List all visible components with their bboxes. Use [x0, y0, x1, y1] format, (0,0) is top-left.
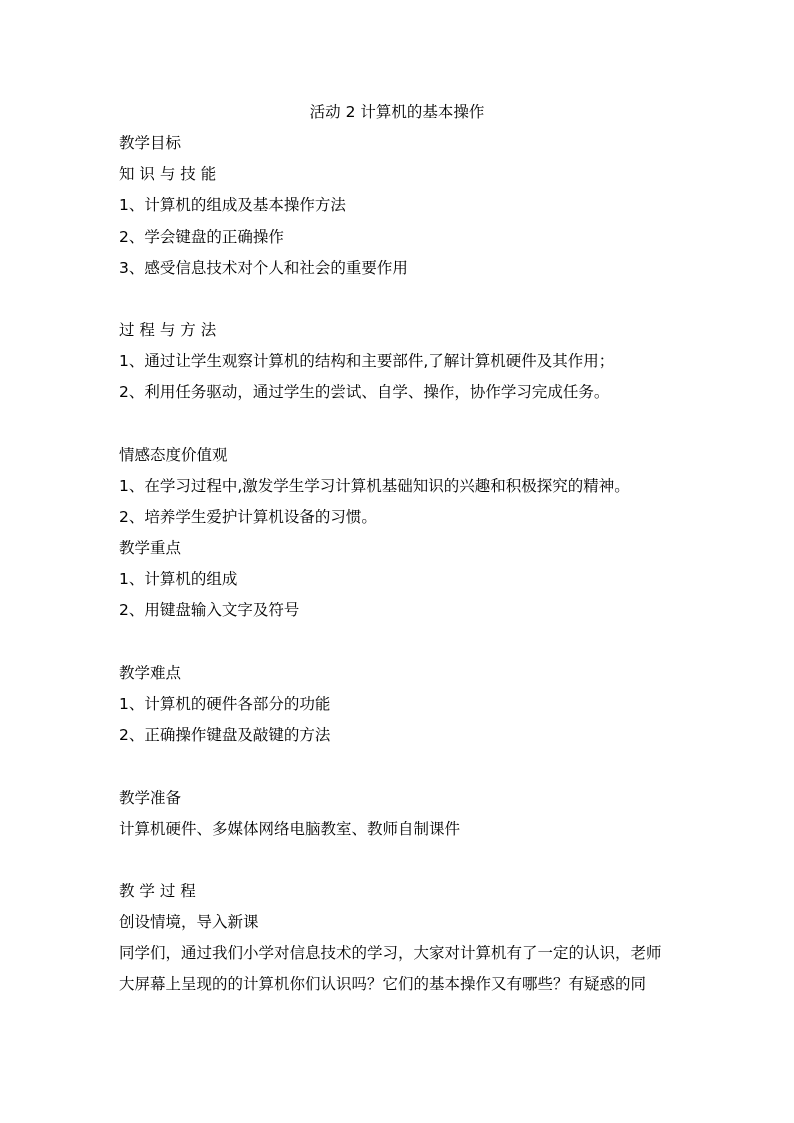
- attitude-item-2: 2、培养学生爱护计算机设备的习惯。: [119, 508, 377, 526]
- document-title: 活动 2 计算机的基本操作: [309, 103, 485, 121]
- goal-item-2: 2、学会键盘的正确操作: [119, 228, 284, 246]
- paragraph-line-1: 同学们，通过我们小学对信息技术的学习，大家对计算机有了一定的认识，老师: [119, 944, 662, 962]
- heading-knowledge-skills: 知 识 与 技 能: [119, 165, 217, 183]
- difficulty-1: 1、计算机的硬件各部分的功能: [119, 695, 331, 713]
- heading-process-method: 过 程 与 方 法: [119, 321, 217, 339]
- heading-difficulties: 教学难点: [119, 664, 182, 682]
- goal-item-1: 1、计算机的组成及基本操作方法: [119, 196, 346, 214]
- process-step-intro: 创设情境，导入新课: [119, 913, 259, 931]
- preparation-text: 计算机硬件、多媒体网络电脑教室、教师自制课件: [119, 820, 461, 838]
- process-item-2: 2、利用任务驱动，通过学生的尝试、自学、操作，协作学习完成任务。: [119, 383, 610, 401]
- attitude-item-1: 1、在学习过程中,激发学生学习计算机基础知识的兴趣和积极探究的精神。: [119, 477, 630, 495]
- key-point-2: 2、用键盘输入文字及符号: [119, 601, 300, 619]
- paragraph-line-2: 大屏幕上呈现的的计算机你们认识吗？它们的基本操作又有哪些？有疑惑的同: [119, 975, 647, 993]
- heading-key-points: 教学重点: [119, 539, 182, 557]
- heading-teaching-process: 教 学 过 程: [119, 882, 196, 900]
- key-point-1: 1、计算机的组成: [119, 570, 238, 588]
- difficulty-2: 2、正确操作键盘及敲键的方法: [119, 726, 331, 744]
- process-item-1: 1、通过让学生观察计算机的结构和主要部件,了解计算机硬件及其作用；: [119, 352, 615, 370]
- goal-item-3: 3、感受信息技术对个人和社会的重要作用: [119, 259, 408, 277]
- heading-teaching-goals: 教学目标: [119, 134, 182, 152]
- heading-preparation: 教学准备: [119, 789, 182, 807]
- heading-attitude-values: 情感态度价值观: [119, 446, 228, 464]
